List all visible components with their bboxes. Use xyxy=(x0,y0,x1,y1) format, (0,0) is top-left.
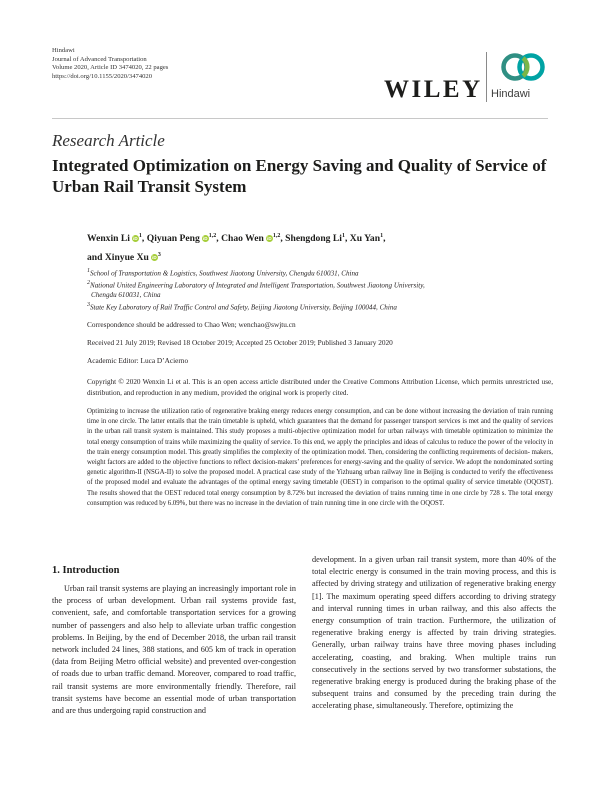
author: and Xinyue Xu $iD^3$ xyxy=(87,252,161,264)
affiliations xyxy=(87,267,557,312)
journal-name: Journal of Advanced Transportation xyxy=(52,55,147,63)
hindawi-rings-icon xyxy=(500,50,546,84)
publisher-name: Hindawi xyxy=(52,47,75,54)
doi-link[interactable]: https://doi.org/10.1155/2020/3474020 xyxy=(52,72,153,80)
logo-divider xyxy=(486,52,487,102)
section-heading: 1. Introduction xyxy=(52,565,120,576)
affiliation: $^1$School of Transportation & Logistics, Southwest Jiaotong University, Chengdu 610031, China xyxy=(87,268,359,278)
hindawi-logo-text: Hindawi xyxy=(491,88,531,100)
orcid-icon[interactable]: iD xyxy=(267,236,272,242)
affiliation-continued: Chengdu 610031, China xyxy=(91,290,161,299)
author: Xu Yan$^1$, xyxy=(349,233,386,245)
author: Wenxin Li $iD^1$, xyxy=(87,233,145,245)
orcid-icon[interactable]: iD xyxy=(203,236,208,242)
header-divider xyxy=(52,118,548,119)
body-column-left xyxy=(52,583,296,717)
correspondence: Correspondence should be addressed to Chao Wen; wenchao@swjtu.cn xyxy=(87,320,296,329)
author: Shengdong Li$^1$, xyxy=(285,233,348,245)
orcid-icon[interactable]: iD xyxy=(133,236,138,242)
copyright-notice: Copyright © 2020 Wenxin Li et al. This is an open access article distributed under the Creative Commons Attribution License, which permits unrestricted use, distribution, and reproduction in any medium, provided the original work is properly cited. xyxy=(87,378,553,397)
body-column-right xyxy=(312,554,556,713)
academic-editor: Academic Editor: Luca D’Acierno xyxy=(87,356,189,365)
paragraph: Urban rail transit systems are playing an increasingly important role in the process of urban development. Urban rail systems provide fast, convenient, safe, and comfortable transportation services for a growing number of passengers and also help to alleviate urban traffic congestion problems. In Beijing, by the end of December 2018, the urban rail transit network included 24 lines, 388 stations, and 605 km of track in operation (data from Beijing Metro official website) and prevented over-congestion of roads due to urban traffic demand. Moreover, compared to road traffic, rail transit systems are more environmentally friendly. Therefore, rail transit systems have become an essential mode of urban transportation and are thus undergoing rapid construction and xyxy=(52,584,296,716)
abstract: Optimizing to increase the utilization ratio of regenerative braking energy reduces energy consumption, and can be done without increasing the deviation of train running time in one circle. The latter entails that the train timetable is upheld, which guarantees that the demand for passenger transport services is met and the quality of services in the urban rail transit system is maintained. This study proposes a multi-objective optimization model for urban railways with timetable optimization to minimize the total energy consumption of trains while maximizing the quality of service. To this end, we apply the principles and ideas of calculus to reduce the power of the velocity in the train energy consumption model. This greatly simplifies the complexity of the optimization model. Then, considering the conflicting requirements of decision- makers, weight factors are added to the objective functions to reflect decision-makers’ preferences for energy-saving and the quality of service. We adopt the nondominated sorting genetic algorithm-II (NSGA-II) to solve the proposed model. A practical case study of the Yizhuang urban railway line in Beijing is conducted to verify the effectiveness of the proposed model and evaluate the advantages of the optimal energy saving timetable (OEST) in comparison to the optimal quality of service timetable (OQOST). The results showed that the OEST reduced total energy consumption by 8.72% but increased the deviation of trains running time in one circle by 728 s. The total energy consumption was reduced by 6.09%, but there was no increase in the deviation of train running time in one circle with the OQOST. xyxy=(87,408,553,507)
wiley-logo: WILEY xyxy=(384,76,483,103)
paragraph: development. In a given urban rail transit system, more than 40% of the total electric energy is consumed in the train moving process, and this is affected by driving strategy and utilization of regenerative braking energy [1]. The maximum operating speed differs according to driving strategy and interval running times in urban railway, and this also affects the energy consumption of train traction. Furthermore, the utilization of regenerative braking energy is affected by train driving strategies. Generally, urban railway trains have three moving phases including accelerating, coasting, and braking. When multiple trains run consecutively in the sections served by two transformer substations, the regenerative braking energy is produced during the braking phase of the subsequent trains and consumed by the preceding train during the accelerating phase, simultaneously. Therefore, optimizing the xyxy=(312,555,556,711)
author-list xyxy=(87,228,557,266)
volume-info: Volume 2020, Article ID 3474020, 22 pages xyxy=(52,64,169,72)
journal-info xyxy=(52,47,168,81)
article-type: Research Article xyxy=(52,131,165,150)
affiliation: $^3$State Key Laboratory of Rail Traffic Control and Safety, Beijing Jiaotong University, Beijing 100044, China xyxy=(87,301,397,311)
article-dates: Received 21 July 2019; Revised 18 October 2019; Accepted 25 October 2019; Published 3 January 2020 xyxy=(87,338,393,347)
author: Qiyuan Peng iD$^{1,2}$, xyxy=(146,233,219,245)
orcid-icon[interactable]: iD xyxy=(152,255,157,261)
author: Chao Wen iD$^{1,2}$, xyxy=(221,233,283,245)
affiliation: $^2$National United Engineering Laboratory of Integrated and Intelligent Transportation, Southwest Jiaotong University, xyxy=(87,279,425,290)
article-title: Integrated Optimization on Energy Saving and Quality of Service of Urban Rail Transit System xyxy=(52,156,547,196)
